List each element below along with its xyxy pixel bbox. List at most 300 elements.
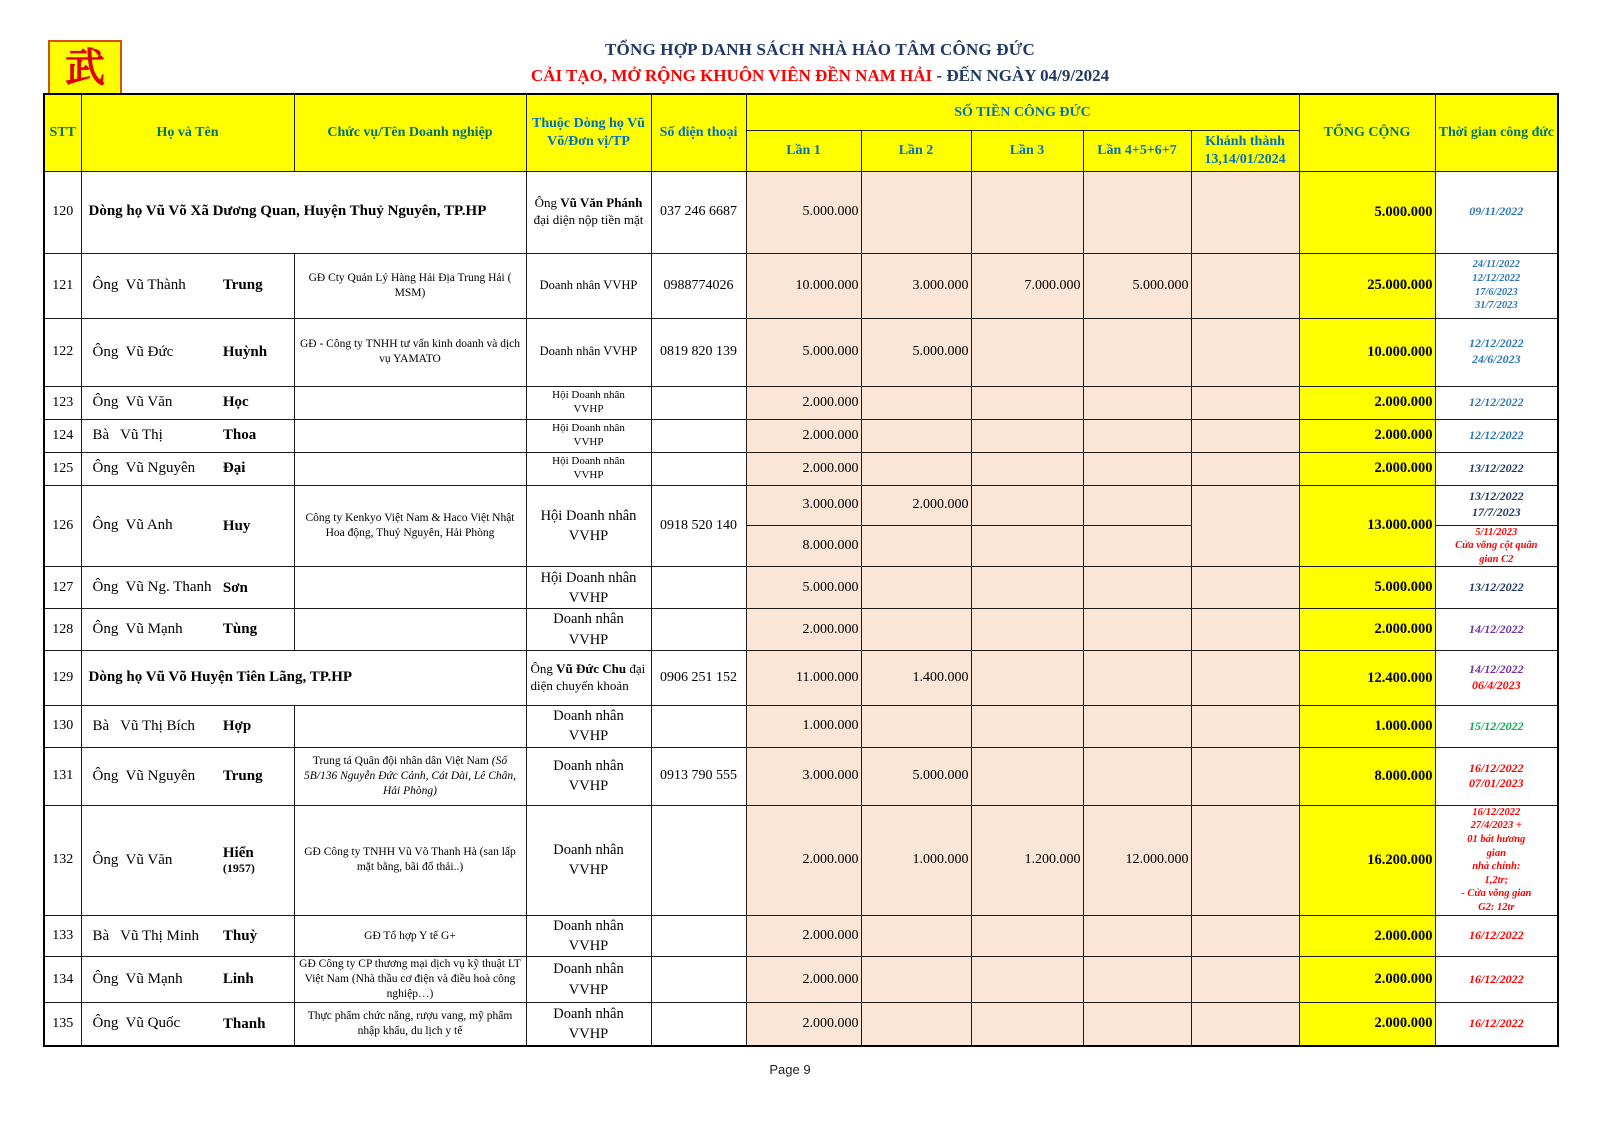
phone-cell <box>651 386 746 419</box>
amount-cell-lan1: 2.000.000 <box>746 452 861 485</box>
given-name: Huỳnh <box>222 343 268 360</box>
table-row <box>44 386 1558 419</box>
title-line-2-date: - ĐẾN NGÀY 04/9/2024 <box>932 66 1110 85</box>
name-cell <box>81 1003 294 1046</box>
stt-cell: 125 <box>44 452 81 485</box>
amount-cell-lan3 <box>971 452 1083 485</box>
name-cell <box>81 452 294 485</box>
amount-cell-lan2 <box>861 706 971 748</box>
donation-date: - Cửa võng gian <box>1461 888 1532 900</box>
amount-cell-lan2 <box>861 419 971 452</box>
amount-cell-lan5 <box>1191 452 1299 485</box>
stt-cell: 123 <box>44 386 81 419</box>
amount-cell-lan2 <box>861 171 971 253</box>
name-cell <box>81 318 294 386</box>
total-cell: 5.000.000 <box>1299 171 1435 253</box>
donation-date: 16/12/2022 <box>1468 760 1524 775</box>
amount-cell-lan5 <box>1191 805 1299 915</box>
col-header-name: Họ và Tên <box>81 94 294 171</box>
phone-cell <box>651 805 746 915</box>
company-text: Công ty Kenkyo Việt Nam & Haco Việt Nhật <box>305 512 515 525</box>
unit-line: VVHP <box>568 938 609 955</box>
donation-date: 13/12/2022 <box>1468 580 1524 595</box>
total-cell: 8.000.000 <box>1299 747 1435 805</box>
donation-date: gian <box>1486 847 1506 859</box>
amount-cell-lan3 <box>971 525 1083 567</box>
amount-cell-lan4 <box>1083 957 1191 1003</box>
name-prefix: Ông Vũ Nguyên <box>92 767 196 784</box>
given-name: Học <box>222 394 249 411</box>
donation-date: 1,2tr; <box>1484 874 1509 886</box>
table-row <box>44 915 1558 957</box>
page-number: Page 9 <box>769 1062 811 1077</box>
donation-date: 5/11/2023 <box>1475 526 1518 538</box>
stt-cell: 120 <box>44 171 81 253</box>
table-row <box>44 706 1558 748</box>
amount-cell-lan3 <box>971 318 1083 386</box>
amount-cell-lan5 <box>1191 915 1299 957</box>
table-row <box>44 485 1558 525</box>
name-prefix: Bà Vũ Thị Minh <box>92 927 200 944</box>
donation-table <box>43 93 1559 1047</box>
amount-cell-lan1: 2.000.000 <box>746 386 861 419</box>
total-cell: 2.000.000 <box>1299 957 1435 1003</box>
stt-cell: 130 <box>44 706 81 748</box>
unit-line: VVHP <box>568 589 609 606</box>
amount-cell-lan4 <box>1083 651 1191 706</box>
time-cell <box>1435 525 1558 567</box>
phone-cell <box>651 915 746 957</box>
unit-cell <box>526 1003 651 1046</box>
table-row <box>44 253 1558 318</box>
amount-cell-lan5 <box>1191 706 1299 748</box>
unit-cell <box>526 419 651 452</box>
donation-date: G2: 12tr <box>1478 902 1515 914</box>
clan-logo-glyph: 武 <box>65 45 105 90</box>
title-line-1: TỔNG HỢP DANH SÁCH NHÀ HẢO TÂM CÔNG ĐỨC <box>605 40 1035 59</box>
col-header-total: TỔNG CỘNG <box>1299 94 1435 171</box>
company-text: GĐ Cty Quản Lý Hàng Hải Địa Trung Hải ( MSM) <box>308 271 512 299</box>
given-name: Thanh <box>222 1015 266 1032</box>
given-name: Đại <box>222 460 246 477</box>
donation-date: 14/12/2022 <box>1468 621 1524 636</box>
time-cell <box>1435 651 1558 706</box>
stt-cell: 126 <box>44 485 81 567</box>
amount-cell-lan2: 1.000.000 <box>861 805 971 915</box>
phone-cell: 0906 251 152 <box>651 651 746 706</box>
name-cell <box>81 253 294 318</box>
amount-cell-lan5 <box>1191 386 1299 419</box>
donation-date: 12/12/2022 <box>1468 427 1524 442</box>
col-header-lan2: Lần 2 <box>861 130 971 171</box>
time-cell <box>1435 485 1558 525</box>
time-cell <box>1435 609 1558 651</box>
unit-line: VVHP <box>573 402 604 415</box>
total-cell: 1.000.000 <box>1299 706 1435 748</box>
unit-cell <box>526 452 651 485</box>
clan-logo <box>48 40 122 96</box>
unit-cell <box>526 651 651 706</box>
given-name: Tùng <box>222 621 258 638</box>
amount-cell-lan1: 5.000.000 <box>746 567 861 609</box>
unit-cell <box>526 805 651 915</box>
name-cell <box>81 386 294 419</box>
unit-line: Ông Vũ Văn Phánh <box>534 195 643 211</box>
amount-cell-lan1: 2.000.000 <box>746 915 861 957</box>
name-prefix: Ông Vũ Ng. Thanh <box>92 579 212 596</box>
amount-cell-lan1: 2.000.000 <box>746 609 861 651</box>
amount-cell-lan3 <box>971 567 1083 609</box>
company-cell <box>294 1003 526 1046</box>
amount-cell-lan1: 3.000.000 <box>746 747 861 805</box>
amount-cell-lan2 <box>861 525 971 567</box>
name-prefix: Ông Vũ Đức <box>92 343 174 360</box>
amount-cell-lan3 <box>971 706 1083 748</box>
stt-cell: 134 <box>44 957 81 1003</box>
unit-line: Hội Doanh nhân <box>540 507 637 524</box>
birth-year: (1957) <box>222 860 255 875</box>
name-prefix: Ông Vũ Anh <box>92 517 173 534</box>
unit-cell <box>526 253 651 318</box>
table-header <box>44 94 1558 171</box>
amount-cell-lan1: 1.000.000 <box>746 706 861 748</box>
time-cell <box>1435 419 1558 452</box>
amount-cell-lan2 <box>861 567 971 609</box>
name-prefix: Ông Vũ Văn <box>92 851 173 868</box>
unit-line: VVHP <box>568 728 609 745</box>
company-cell <box>294 452 526 485</box>
amount-cell-lan4 <box>1083 485 1191 525</box>
amount-cell-lan3 <box>971 485 1083 525</box>
col-header-money-group: SỐ TIỀN CÔNG ĐỨC <box>746 94 1299 130</box>
donation-date: 14/12/2022 <box>1468 662 1524 677</box>
company-cell <box>294 609 526 651</box>
donation-date: 24/6/2023 <box>1471 352 1521 366</box>
col-header-clan: Thuộc Dòng họ Vũ Võ/Đơn vị/TP <box>526 94 651 171</box>
name-prefix: Bà Vũ Thị Bích <box>92 717 195 734</box>
company-cell <box>294 386 526 419</box>
time-cell <box>1435 957 1558 1003</box>
given-name: Hợp <box>222 718 252 735</box>
amount-cell-lan3 <box>971 915 1083 957</box>
unit-line: Doanh nhân VVHP <box>539 277 638 292</box>
col-header-lan3: Lần 3 <box>971 130 1083 171</box>
name-prefix: Ông Vũ Mạnh <box>92 971 183 988</box>
given-name: Hiển (1957) <box>223 845 292 875</box>
amount-cell-lan4 <box>1083 747 1191 805</box>
unit-line: VVHP <box>568 1025 609 1042</box>
donation-date: 16/12/2022 <box>1472 806 1521 818</box>
amount-cell-lan1: 5.000.000 <box>746 171 861 253</box>
amount-cell-lan4 <box>1083 452 1191 485</box>
phone-cell <box>651 609 746 651</box>
col-header-phone: Số điện thoại <box>651 94 746 171</box>
col-header-lan4: Lần 4+5+6+7 <box>1083 130 1191 171</box>
donation-date: 13/12/2022 <box>1468 489 1524 504</box>
company-cell <box>294 915 526 957</box>
amount-cell-lan1: 2.000.000 <box>746 1003 861 1046</box>
time-cell <box>1435 171 1558 253</box>
amount-cell-lan1: 10.000.000 <box>746 253 861 318</box>
amount-cell-lan5 <box>1191 747 1299 805</box>
unit-cell <box>526 747 651 805</box>
col-header-lan1: Lần 1 <box>746 130 861 171</box>
amount-cell-lan5 <box>1191 957 1299 1003</box>
unit-line: Doanh nhân <box>553 757 624 774</box>
amount-cell-lan4 <box>1083 419 1191 452</box>
given-name: Sơn <box>222 579 248 596</box>
time-cell <box>1435 915 1558 957</box>
donation-date: 12/12/2022 <box>1472 272 1521 284</box>
total-cell: 10.000.000 <box>1299 318 1435 386</box>
donation-date: 27/4/2023 + <box>1470 820 1522 832</box>
amount-cell-lan3 <box>971 957 1083 1003</box>
unit-cell <box>526 706 651 748</box>
amount-cell-lan4: 12.000.000 <box>1083 805 1191 915</box>
stt-cell: 131 <box>44 747 81 805</box>
amount-cell-lan3 <box>971 1003 1083 1046</box>
unit-line: đại diện nộp tiền mặt <box>533 212 644 227</box>
total-cell: 2.000.000 <box>1299 452 1435 485</box>
company-text: (Số 5B/136 Nguyễn Đức Cảnh, Cát Dài, Lê Chân, Hải Phòng) <box>304 754 516 797</box>
unit-line: VVHP <box>568 981 609 998</box>
unit-cell <box>526 957 651 1003</box>
amount-cell-lan4 <box>1083 318 1191 386</box>
phone-cell <box>651 452 746 485</box>
amount-cell-lan1: 2.000.000 <box>746 957 861 1003</box>
document-title <box>130 40 1510 86</box>
amount-cell-lan5 <box>1191 419 1299 452</box>
amount-cell-lan1: 11.000.000 <box>746 651 861 706</box>
amount-cell-lan3 <box>971 171 1083 253</box>
donation-date: 17/6/2023 <box>1475 286 1518 298</box>
amount-cell-lan4: 5.000.000 <box>1083 253 1191 318</box>
amount-cell-lan5 <box>1191 253 1299 318</box>
unit-line: Doanh nhân <box>553 841 624 858</box>
amount-cell-lan2 <box>861 609 971 651</box>
time-cell <box>1435 706 1558 748</box>
time-cell <box>1435 452 1558 485</box>
unit-line: Doanh nhân VVHP <box>539 344 638 359</box>
total-cell: 2.000.000 <box>1299 419 1435 452</box>
donation-date: 07/01/2023 <box>1468 776 1524 791</box>
phone-cell: 0918 520 140 <box>651 485 746 567</box>
unit-line: Doanh nhân <box>553 1005 624 1022</box>
company-cell <box>294 419 526 452</box>
stt-cell: 132 <box>44 805 81 915</box>
col-header-time: Thời gian công đức <box>1435 94 1558 171</box>
representative-name: Vũ Văn Phánh <box>560 195 643 211</box>
unit-cell <box>526 485 651 567</box>
name-cell <box>81 805 294 915</box>
company-cell <box>294 485 526 567</box>
phone-cell: 0988774026 <box>651 253 746 318</box>
name-cell <box>81 747 294 805</box>
amount-cell-lan5 <box>1191 609 1299 651</box>
amount-cell-lan3 <box>971 609 1083 651</box>
name-cell <box>81 419 294 452</box>
stt-cell: 124 <box>44 419 81 452</box>
amount-cell-lan5 <box>1191 318 1299 386</box>
company-cell <box>294 318 526 386</box>
total-cell: 16.200.000 <box>1299 805 1435 915</box>
amount-cell-lan2 <box>861 915 971 957</box>
given-name: Thoa <box>222 427 257 444</box>
donation-date: 13/12/2022 <box>1468 460 1524 475</box>
name-cell <box>81 485 294 567</box>
phone-cell <box>651 706 746 748</box>
company-cell <box>294 957 526 1003</box>
phone-cell <box>651 567 746 609</box>
given-name: Trung <box>222 277 263 294</box>
stt-cell: 122 <box>44 318 81 386</box>
total-cell: 25.000.000 <box>1299 253 1435 318</box>
company-text: Thực phẩm chức năng, rượu vang, mỹ phẩm nhập khẩu, du lịch y tế <box>307 1009 513 1037</box>
donation-date: 16/12/2022 <box>1468 971 1524 986</box>
table-row <box>44 567 1558 609</box>
amount-cell-lan3 <box>971 747 1083 805</box>
unit-line: Doanh nhân <box>553 611 624 628</box>
total-cell: 2.000.000 <box>1299 915 1435 957</box>
amount-cell-lan1: 2.000.000 <box>746 805 861 915</box>
table-row <box>44 609 1558 651</box>
amount-cell-lan4 <box>1083 171 1191 253</box>
amount-cell-lan4 <box>1083 525 1191 567</box>
unit-line: VVHP <box>568 527 609 544</box>
phone-cell: 0819 820 139 <box>651 318 746 386</box>
donation-date: 12/12/2022 <box>1468 394 1524 409</box>
total-cell: 2.000.000 <box>1299 1003 1435 1046</box>
total-cell: 2.000.000 <box>1299 609 1435 651</box>
col-header-khanh-thanh: Khánh thành 13,14/01/2024 <box>1191 130 1299 171</box>
unit-line: Doanh nhân <box>553 961 624 978</box>
phone-cell <box>651 419 746 452</box>
donation-date: 12/12/2022 <box>1468 336 1524 351</box>
company-cell <box>294 747 526 805</box>
company-text: GĐ - Công ty TNHH tư vấn kinh doanh và dịch vụ YAMATO <box>299 338 521 365</box>
company-cell <box>294 253 526 318</box>
company-text: GĐ Tổ hợp Y tế G+ <box>364 929 456 942</box>
unit-line: Hội Doanh nhân <box>552 421 625 434</box>
name-cell: Dòng họ Vũ Võ Huyện Tiên Lãng, TP.HP <box>81 651 526 706</box>
given-name: Thuỳ <box>222 927 258 944</box>
name-prefix: Ông Vũ Mạnh <box>92 621 183 638</box>
amount-cell-lan1: 8.000.000 <box>746 525 861 567</box>
donation-date: 16/12/2022 <box>1468 928 1524 943</box>
phone-cell: 0913 790 555 <box>651 747 746 805</box>
time-cell <box>1435 318 1558 386</box>
name-prefix: Bà Vũ Thị <box>92 427 163 443</box>
amount-cell-lan2 <box>861 386 971 419</box>
unit-cell <box>526 609 651 651</box>
name-cell <box>81 609 294 651</box>
amount-cell-lan2: 5.000.000 <box>861 747 971 805</box>
total-cell: 12.400.000 <box>1299 651 1435 706</box>
donation-date: gian C2 <box>1479 553 1514 565</box>
donation-date: 09/11/2022 <box>1469 204 1524 219</box>
amount-cell-lan4 <box>1083 915 1191 957</box>
company-text: GĐ Công ty TNHH Vũ Võ Thanh Hà (san lấp mặt bằng, bãi đổ thải..) <box>304 846 516 874</box>
table-row <box>44 957 1558 1003</box>
amount-cell-lan4 <box>1083 567 1191 609</box>
representative-name: Vũ Đức Chu <box>556 661 627 677</box>
unit-line: VVHP <box>573 435 604 448</box>
donation-date: 06/4/2023 <box>1471 678 1521 693</box>
unit-line: Doanh nhân <box>553 708 624 725</box>
time-cell <box>1435 805 1558 915</box>
amount-cell-lan4 <box>1083 706 1191 748</box>
amount-cell-lan1: 5.000.000 <box>746 318 861 386</box>
amount-cell-lan5 <box>1191 171 1299 253</box>
unit-line: Doanh nhân <box>553 917 624 934</box>
table-row <box>44 318 1558 386</box>
unit-line: VVHP <box>568 778 609 795</box>
amount-cell-lan2: 2.000.000 <box>861 485 971 525</box>
name-cell <box>81 915 294 957</box>
donation-date: 01 bát hương <box>1467 833 1526 845</box>
table-row <box>44 651 1558 706</box>
given-name: Trung <box>222 767 263 784</box>
time-cell <box>1435 567 1558 609</box>
table-body <box>44 171 1558 1046</box>
title-line-2-red: CẢI TẠO, MỞ RỘNG KHUÔN VIÊN ĐỀN NAM HẢI <box>530 66 933 85</box>
amount-cell-lan3: 1.200.000 <box>971 805 1083 915</box>
stt-cell: 135 <box>44 1003 81 1046</box>
total-cell: 2.000.000 <box>1299 386 1435 419</box>
unit-cell <box>526 171 651 253</box>
stt-cell: 133 <box>44 915 81 957</box>
table-row <box>44 419 1558 452</box>
amount-cell-lan2 <box>861 452 971 485</box>
donation-date: nhà chính: <box>1472 861 1521 873</box>
col-header-position: Chức vụ/Tên Doanh nghiệp <box>294 94 526 171</box>
table-row <box>44 452 1558 485</box>
amount-cell-lan1: 3.000.000 <box>746 485 861 525</box>
table-row <box>44 1003 1558 1046</box>
stt-cell: 127 <box>44 567 81 609</box>
amount-cell-lan2: 5.000.000 <box>861 318 971 386</box>
amount-cell-lan4 <box>1083 609 1191 651</box>
unit-line: Hội Doanh nhân <box>552 454 625 467</box>
company-cell <box>294 805 526 915</box>
name-cell <box>81 706 294 748</box>
name-cell <box>81 957 294 1003</box>
stt-cell: 129 <box>44 651 81 706</box>
time-cell <box>1435 386 1558 419</box>
unit-line: VVHP <box>568 862 609 879</box>
amount-cell-lan2: 1.400.000 <box>861 651 971 706</box>
time-cell <box>1435 253 1558 318</box>
unit-line: VVHP <box>573 468 604 481</box>
amount-cell-lan3: 7.000.000 <box>971 253 1083 318</box>
company-text: GĐ Công ty CP thương mại dịch vụ kỹ thuật LT Việt Nam (Nhà thầu cơ điện và điều hoà công nghiệp…) <box>299 958 521 1001</box>
donation-date: 16/12/2022 <box>1468 1016 1524 1031</box>
unit-line: VVHP <box>568 631 609 648</box>
table-row <box>44 805 1558 915</box>
given-name: Linh <box>222 971 254 988</box>
name-prefix: Ông Vũ Văn <box>92 394 173 410</box>
total-cell: 5.000.000 <box>1299 567 1435 609</box>
amount-cell-lan1: 2.000.000 <box>746 419 861 452</box>
donation-date: Cửa võng cột quân <box>1455 540 1538 552</box>
amount-cell-lan5 <box>1191 1003 1299 1046</box>
amount-cell-lan2: 3.000.000 <box>861 253 971 318</box>
stt-cell: 121 <box>44 253 81 318</box>
donation-date: 15/12/2022 <box>1468 718 1524 733</box>
name-prefix: Ông Vũ Nguyên <box>92 460 196 476</box>
unit-cell <box>526 318 651 386</box>
col-header-stt: STT <box>44 94 81 171</box>
